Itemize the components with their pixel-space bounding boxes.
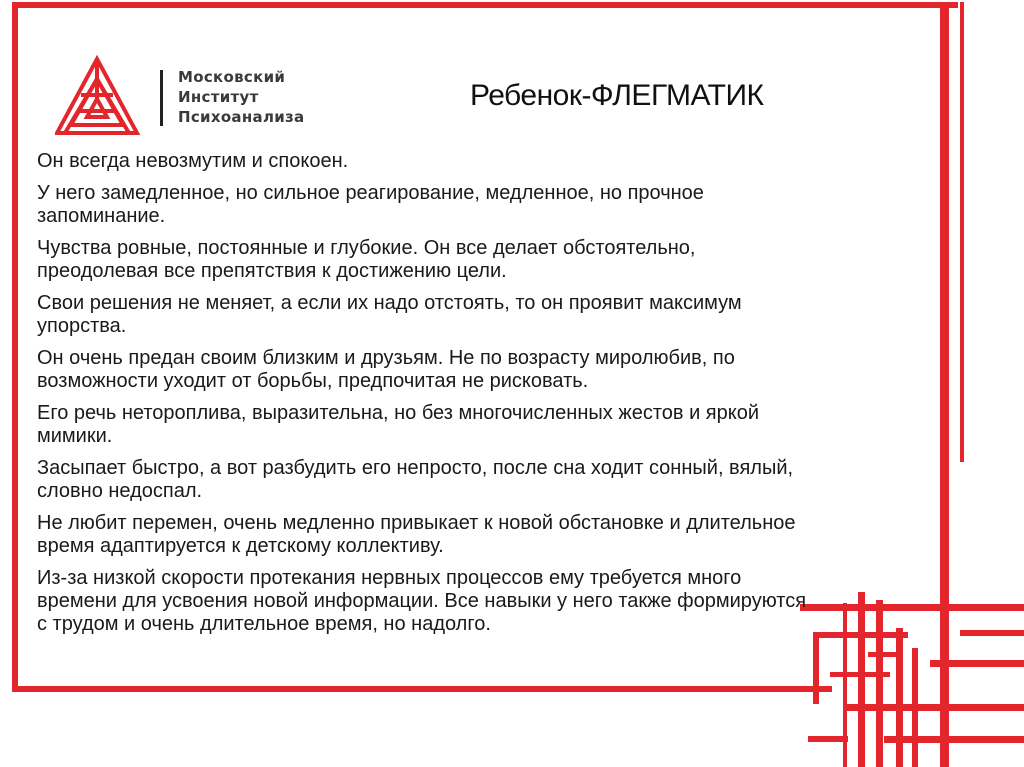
paragraph: Засыпает быстро, а вот разбудить его непросто, после сна ходит сонный, вялый, словно недоспал. [37,457,794,502]
paragraph: Свои решения не меняет, а если их надо отстоять, то он проявит максимум упорства. [37,292,742,337]
paragraph: Он очень предан своим близким и друзьям. Не по возрасту миролюбив, по возможности уходит от борьбы, предпочитая не рисковать. [37,347,735,392]
institute-name-line-2: Институт [178,88,259,106]
institute-logo-icon [55,55,140,137]
institute-name [178,67,304,127]
paragraph: У него замедленное, но сильное реагирование, медленное, но прочное запоминание. [37,182,704,227]
slide-body [37,150,807,645]
paragraph: Он всегда невозмутим и спокоен. [37,150,349,172]
paragraph: Не любит перемен, очень медленно привыкает к новой обстановке и длительное время адаптируется к детскому коллективу. [37,512,796,557]
institute-name-line-3: Психоанализа [178,108,305,126]
paragraph: Его речь нетороплива, выразительна, но без многочисленных жестов и яркой мимики. [37,402,760,447]
slide-title: Ребенок-ФЛЕГМАТИК [470,79,764,112]
logo-divider [160,70,163,126]
institute-name-line-1: Московский [178,68,286,86]
paragraph: Из-за низкой скорости протекания нервных процессов ему требуется много времени для усвоения новой информации. Все навыки у него также формируются с трудом и очень длительное время, но надолго. [37,567,807,635]
paragraph: Чувства ровные, постоянные и глубокие. Он все делает обстоятельно, преодолевая все препятствия к достижению цели. [37,237,696,282]
